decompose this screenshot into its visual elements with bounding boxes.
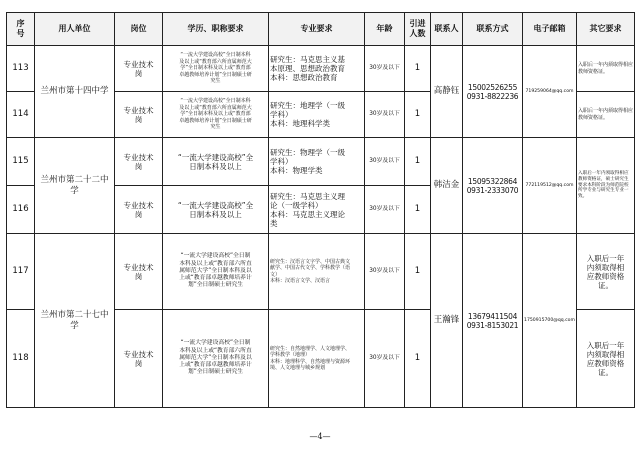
major-cell: 研究生：地理学（一级 学科） 本科：地理科学类	[269, 92, 365, 138]
contact-cell: 王瀚锋	[431, 234, 463, 408]
recruitment-table	[6, 12, 635, 408]
age-cell: 30岁及以下	[365, 92, 405, 138]
table-header-row	[7, 13, 635, 46]
position-cell: 专业技术 岗	[115, 46, 163, 92]
position-cell: 专业技术 岗	[115, 186, 163, 234]
seq-cell: 117	[7, 234, 35, 310]
contact-cell: 高静钰	[431, 46, 463, 138]
table-row	[7, 46, 635, 92]
education-cell: “一流大学建设高校”全日制本科 及以上或“教育部六所直属师范大 学”全日制本科及以上或“教育部 卓越教师培养计划”全日制硕士研 究生	[163, 46, 269, 92]
seq-cell: 116	[7, 186, 35, 234]
major-cell: 研究生：马克思主义基 本原理、思想政治教育 本科：思想政治教育	[269, 46, 365, 92]
header-quota: 引进 人数	[405, 13, 431, 46]
header-education: 学历、职称要求	[163, 13, 269, 46]
header-seq: 序 号	[7, 13, 35, 46]
quota-cell: 1	[405, 186, 431, 234]
education-cell: “一流大学建设高校”全日制 本科及以上或“教育部六所直 属师范大学”全日制本科及以 上或“教育部卓越教师培养计 划”全日制硕士研究生	[163, 310, 269, 408]
header-age: 年龄	[365, 13, 405, 46]
major-cell: 研究生：汉语言文字学、中国古典文 献学、中国古代文学、学科教学（语 文） 本科：汉语言文学、汉语言	[269, 234, 365, 310]
position-cell: 专业技术 岗	[115, 310, 163, 408]
page-number: —4—	[309, 432, 331, 441]
header-employer: 用人单位	[35, 13, 115, 46]
quota-cell: 1	[405, 310, 431, 408]
major-cell: 研究生：自然地理学、人文地理学、 学科教学（地理） 本科：地理科学、自然地理与资源环 境、人文地理与城乡规划	[269, 310, 365, 408]
table-row	[7, 138, 635, 186]
age-cell: 30岁及以下	[365, 46, 405, 92]
major-cell: 研究生：物理学（一级 学科） 本科：物理学类	[269, 138, 365, 186]
table-row	[7, 234, 635, 310]
education-cell: “一流大学建设高校”全 日制本科及以上	[163, 138, 269, 186]
age-cell: 30岁及以下	[365, 186, 405, 234]
other-cell: 入职后一年内须取得相应教师资格证，硕士研究生要求本科阶段为师范院校所学专业与研究生专业一致。	[577, 138, 635, 234]
phone-cell: 15002526255 0931-8822236	[463, 46, 523, 138]
header-email: 电子邮箱	[523, 13, 577, 46]
position-cell: 专业技术 岗	[115, 92, 163, 138]
header-other: 其它要求	[577, 13, 635, 46]
header-major: 专业要求	[269, 13, 365, 46]
seq-cell: 113	[7, 46, 35, 92]
age-cell: 30岁及以下	[365, 310, 405, 408]
other-cell: 入职后一年 内须取得相 应教师资格 证。	[577, 234, 635, 310]
employer-cell: 兰州市第十四中学	[35, 46, 115, 138]
header-phone: 联系方式	[463, 13, 523, 46]
education-cell: “一流大学建设高校”全日制 本科及以上或“教育部六所直 属师范大学”全日制本科及以 上或“教育部卓越教师培养计 划”全日制硕士研究生	[163, 234, 269, 310]
quota-cell: 1	[405, 234, 431, 310]
other-cell: 入职后一年内须取得相应教师资格证。	[577, 92, 635, 138]
other-cell: 入职后一年内须取得相应教师资格证。	[577, 46, 635, 92]
email-cell: 772119512@qq.com	[523, 138, 577, 234]
email-cell: 1750915700@qq.com	[523, 234, 577, 408]
other-cell: 入职后一年 内须取得相 应教师资格 证。	[577, 310, 635, 408]
employer-cell: 兰州市第二十二中 学	[35, 138, 115, 234]
header-position: 岗位	[115, 13, 163, 46]
age-cell: 30岁及以下	[365, 138, 405, 186]
seq-cell: 118	[7, 310, 35, 408]
seq-cell: 115	[7, 138, 35, 186]
quota-cell: 1	[405, 92, 431, 138]
education-cell: “一流大学建设高校”全 日制本科及以上	[163, 186, 269, 234]
position-cell: 专业技术 岗	[115, 234, 163, 310]
phone-cell: 15095322864 0931-2333070	[463, 138, 523, 234]
contact-cell: 韩洁金	[431, 138, 463, 234]
major-cell: 研究生：马克思主义理 论（一级学科） 本科：马克思主义理论 类	[269, 186, 365, 234]
seq-cell: 114	[7, 92, 35, 138]
employer-cell: 兰州市第二十七中 学	[35, 234, 115, 408]
quota-cell: 1	[405, 138, 431, 186]
age-cell: 30岁及以下	[365, 234, 405, 310]
position-cell: 专业技术 岗	[115, 138, 163, 186]
phone-cell: 13679411504 0931-8153021	[463, 234, 523, 408]
quota-cell: 1	[405, 46, 431, 92]
email-cell: 719259064@qq.com	[523, 46, 577, 138]
header-contact: 联系人	[431, 13, 463, 46]
education-cell: “一流大学建设高校”全日制本科 及以上或“教育部六所直属师范大 学”全日制本科及以上或“教育部 卓越教师培养计划”全日制硕士研 究生	[163, 92, 269, 138]
